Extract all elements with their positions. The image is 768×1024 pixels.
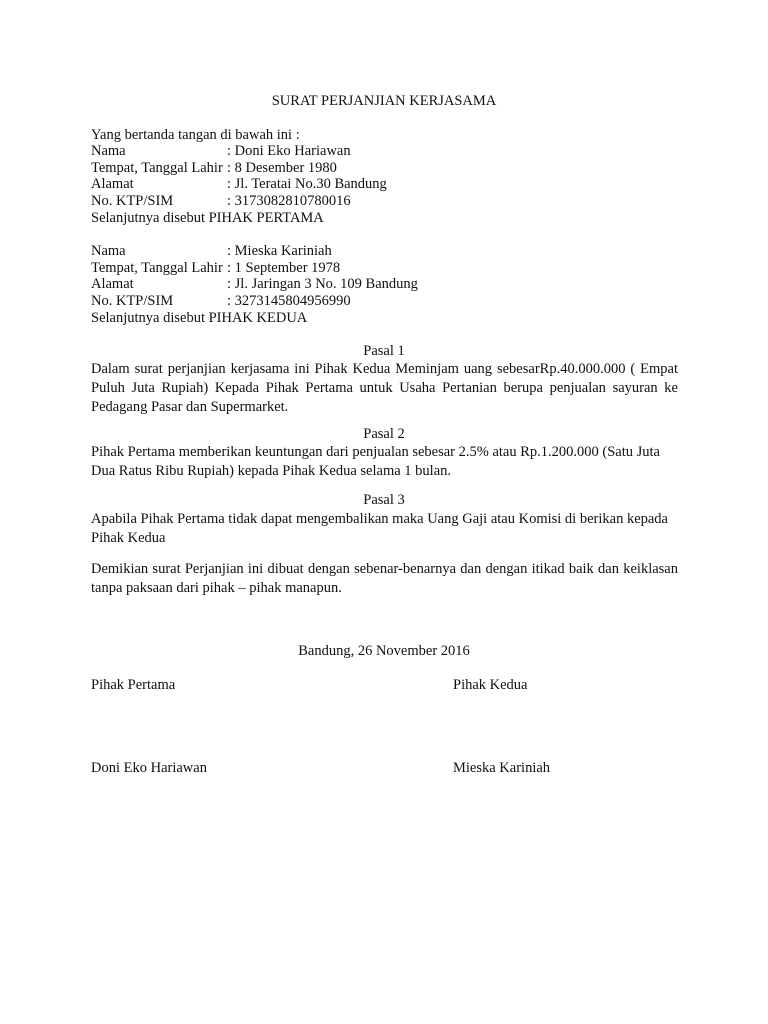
second-party-block bbox=[91, 243, 418, 326]
place-date: Bandung, 26 November 2016 bbox=[298, 643, 470, 659]
second-party-signatory: Mieska Kariniah bbox=[453, 760, 551, 776]
field-label: Tempat, Tanggal Lahir bbox=[91, 259, 223, 276]
first-party-block bbox=[91, 143, 387, 226]
pasal-heading: Pasal 2 bbox=[363, 426, 405, 442]
field-value: : Mieska Kariniah bbox=[227, 243, 332, 259]
party-row bbox=[91, 276, 418, 293]
first-party-signatory: Doni Eko Hariawan bbox=[91, 760, 207, 776]
field-label: Tempat, Tanggal Lahir bbox=[91, 159, 223, 176]
party-row bbox=[91, 243, 418, 260]
field-label: No. KTP/SIM bbox=[91, 193, 174, 210]
field-value: : Jl. Jaringan 3 No. 109 Bandung bbox=[227, 276, 418, 293]
pasal-heading: Pasal 1 bbox=[363, 343, 405, 359]
field-value: : Jl. Teratai No.30 Bandung bbox=[227, 176, 387, 193]
field-value: : 1 September 1978 bbox=[227, 259, 341, 276]
party-row bbox=[91, 293, 418, 310]
party-designation: Selanjutnya disebut PIHAK KEDUA bbox=[91, 309, 308, 326]
pasal-text: Apabila Pihak Pertama tidak dapat mengembalikan maka Uang Gaji atau Komisi di berikan kepada Pihak Kedua bbox=[91, 511, 668, 546]
field-label: Alamat bbox=[91, 176, 134, 193]
document-title: SURAT PERJANJIAN KERJASAMA bbox=[271, 93, 497, 109]
field-label: Alamat bbox=[91, 276, 134, 293]
party-row bbox=[91, 193, 387, 210]
party-row bbox=[91, 176, 387, 193]
field-label: Nama bbox=[91, 143, 126, 159]
party-designation: Selanjutnya disebut PIHAK PERTAMA bbox=[91, 209, 324, 226]
pasal-text: Dalam surat perjanjian kerjasama ini Pihak Kedua Meminjam uang sebesarRp.40.000.000 ( Empat Puluh Juta Rupiah) Kepada Pihak Pertama untuk Usaha Pertanian berupa penjualan sayuran ke Pedagang Pasar dan Supermarket. bbox=[91, 361, 678, 415]
field-value: : 3273145804956990 bbox=[227, 293, 351, 310]
closing-text: Demikian surat Perjanjian ini dibuat dengan sebenar-benarnya dan dengan itikad baik dan keiklasan tanpa paksaan dari pihak – pihak manapun. bbox=[91, 561, 678, 596]
pasal-text: Pihak Pertama memberikan keuntungan dari penjualan sebesar 2.5% atau Rp.1.200.000 (Satu Juta Dua Ratus Ribu Rupiah) kepada Pihak Kedua selama 1 bulan. bbox=[91, 444, 660, 479]
first-party-role: Pihak Pertama bbox=[91, 677, 176, 693]
second-party-role: Pihak Kedua bbox=[453, 677, 528, 693]
field-label: Nama bbox=[91, 243, 126, 259]
pasal-heading: Pasal 3 bbox=[363, 492, 405, 508]
intro-text: Yang bertanda tangan di bawah ini : bbox=[91, 127, 300, 143]
field-value: : 8 Desember 1980 bbox=[227, 159, 337, 176]
party-row bbox=[91, 143, 387, 160]
party-row bbox=[91, 260, 418, 277]
field-label: No. KTP/SIM bbox=[91, 293, 174, 310]
party-row bbox=[91, 160, 387, 177]
field-value: : 3173082810780016 bbox=[227, 193, 351, 210]
field-value: : Doni Eko Hariawan bbox=[227, 143, 351, 159]
